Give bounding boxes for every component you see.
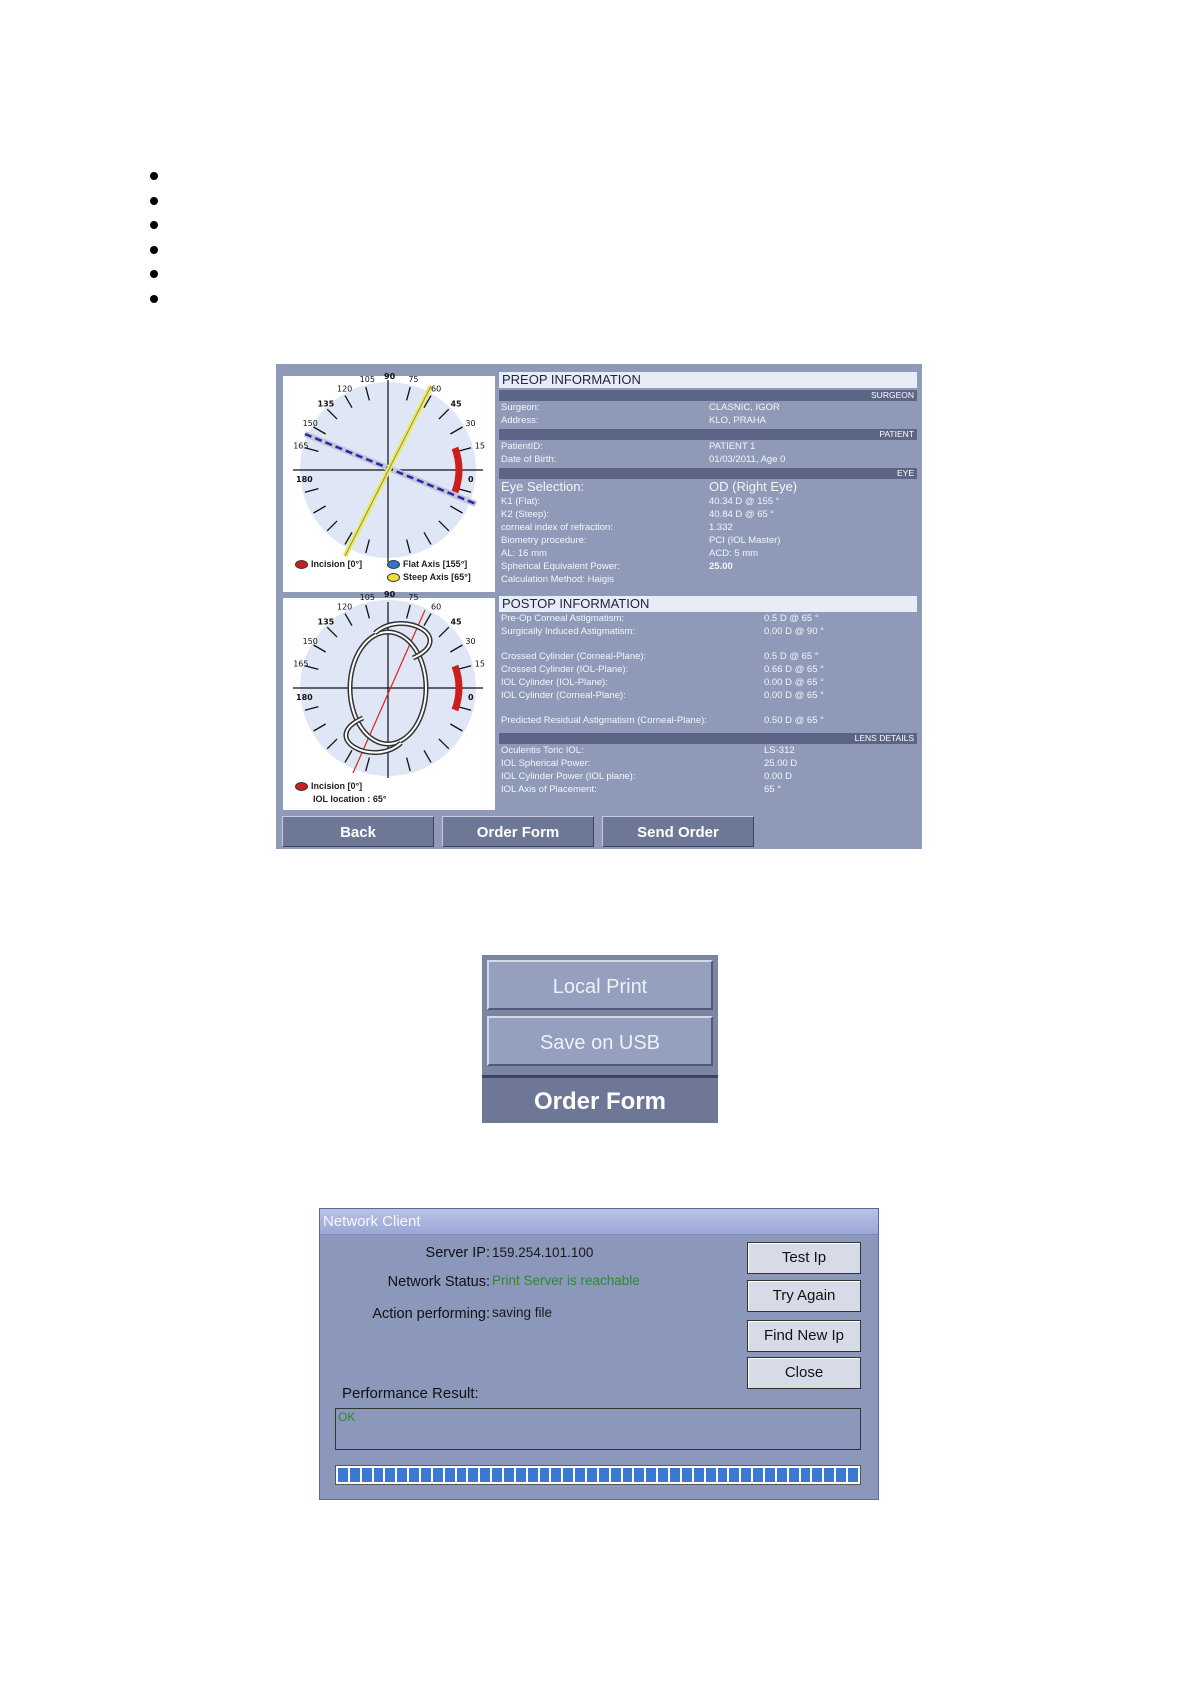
performance-result-value: OK — [338, 1410, 356, 1424]
dial-angle-label: 15 — [474, 659, 485, 669]
dial-angle-label: 45 — [450, 617, 462, 627]
pra-label: Predicted Residual Astigmatism (Corneal-Plane): — [501, 715, 707, 726]
cir-label: corneal index of refraction: — [501, 522, 613, 533]
sia-row — [499, 625, 917, 638]
close-button[interactable]: Close — [747, 1357, 861, 1389]
progress-segment — [409, 1468, 419, 1482]
progress-segment — [587, 1468, 597, 1482]
preop-panel — [499, 372, 917, 586]
dial-angle-label: 75 — [408, 593, 419, 603]
postop-panel — [499, 596, 917, 796]
send-order-button[interactable]: Send Order — [602, 816, 754, 847]
save-usb-button[interactable]: Save on USB — [487, 1016, 713, 1066]
progress-segment — [694, 1468, 704, 1482]
sph-row — [499, 757, 917, 770]
biometry-label: Biometry procedure: — [501, 535, 587, 546]
network-status-label: Network Status: — [387, 1274, 490, 1290]
progress-segment — [753, 1468, 763, 1482]
dial-angle-label: 150 — [302, 419, 318, 428]
dob-row — [499, 453, 917, 466]
flat-axis-label: Flat Axis [155°] — [403, 559, 468, 569]
yellow-dot-icon — [387, 573, 400, 582]
progress-segment — [362, 1468, 372, 1482]
cir-row — [499, 521, 917, 534]
sia-value: 0.00 D @ 90 ° — [764, 626, 824, 637]
progress-segment — [634, 1468, 644, 1482]
dial-angle-label: 75 — [408, 375, 419, 385]
postop-axis-dial — [283, 590, 495, 810]
progress-segment — [492, 1468, 502, 1482]
progress-segment — [706, 1468, 716, 1482]
dob-value: 01/03/2011, Age 0 — [709, 454, 786, 465]
progress-segment — [741, 1468, 751, 1482]
dial-angle-label: 120 — [337, 602, 353, 612]
sep-row — [499, 560, 917, 573]
dial-angle-label: 135 — [317, 617, 335, 627]
toric-row — [499, 744, 917, 757]
postop-title: POSTOP INFORMATION — [499, 596, 917, 612]
cc-iol-value: 0.66 D @ 65 ° — [764, 664, 824, 675]
precor-value: 0.5 D @ 65 ° — [764, 613, 819, 624]
precor-label: Pre-Op Corneal Astigmatism: — [501, 613, 625, 624]
biometry-row — [499, 534, 917, 547]
progress-segment — [350, 1468, 360, 1482]
iol-location-label: IOL location : 65° — [313, 794, 387, 804]
find-new-ip-button[interactable]: Find New Ip — [747, 1320, 861, 1352]
iolcyl-iol-label: IOL Cylinder (IOL-Plane): — [501, 677, 608, 688]
progress-segment — [397, 1468, 407, 1482]
server-ip-label: Server IP: — [425, 1245, 490, 1261]
k2-value: 40.84 D @ 65 ° — [709, 509, 775, 520]
performance-result-box — [335, 1408, 861, 1450]
progress-segment — [540, 1468, 550, 1482]
print-menu — [482, 955, 718, 1123]
progress-segment — [338, 1468, 348, 1482]
calc-label: Calculation Method: Haigis — [501, 574, 615, 585]
cc-iol-row — [499, 663, 917, 676]
progress-segment — [516, 1468, 526, 1482]
eye-bar: EYE — [499, 468, 917, 479]
iolcyl-cor-value: 0.00 D @ 65 ° — [764, 690, 824, 701]
progress-segment — [421, 1468, 431, 1482]
cylp-value: 0.00 D — [764, 771, 792, 782]
eye-label: Eye Selection: — [501, 479, 585, 494]
dial-angle-label: 90 — [384, 590, 396, 599]
incision-legend — [295, 559, 362, 569]
action-value: saving file — [492, 1305, 553, 1320]
pra-value: 0.50 D @ 65 ° — [764, 715, 824, 726]
red-dot-icon — [295, 782, 308, 791]
dial-angle-label: 165 — [293, 659, 309, 669]
dial-angle-label: 120 — [337, 384, 353, 394]
progress-segment — [729, 1468, 739, 1482]
al-row — [499, 547, 917, 560]
window-title: Network Client — [320, 1209, 878, 1235]
toric-label: Oculentis Toric IOL: — [501, 745, 584, 756]
precor-row — [499, 612, 917, 625]
lens-details-bar: LENS DETAILS — [499, 733, 917, 744]
progress-segment — [611, 1468, 621, 1482]
toric-report-screen — [276, 364, 922, 849]
progress-segment — [718, 1468, 728, 1482]
dial-angle-label: 30 — [465, 419, 476, 428]
incision-legend-label: Incision [0°] — [311, 781, 363, 791]
sia-label: Surgically Induced Astigmatism: — [501, 626, 636, 637]
dial-angle-label: 135 — [317, 399, 335, 409]
progress-segment — [670, 1468, 680, 1482]
progress-segment — [777, 1468, 787, 1482]
progress-segment — [658, 1468, 668, 1482]
progress-segment — [623, 1468, 633, 1482]
progress-segment — [836, 1468, 846, 1482]
bullet — [150, 295, 158, 303]
dial-angle-label: 90 — [384, 372, 396, 381]
cc-corneal-row — [499, 650, 917, 663]
progress-segment — [812, 1468, 822, 1482]
iolcyl-iol-value: 0.00 D @ 65 ° — [764, 677, 824, 688]
biometry-value: PCI (IOL Master) — [709, 535, 781, 546]
bullet — [150, 270, 158, 278]
red-dot-icon — [295, 560, 308, 569]
address-row — [499, 414, 917, 427]
iolcyl-iol-row — [499, 676, 917, 689]
cc-iol-label: Crossed Cylinder (IOL-Plane): — [501, 664, 629, 675]
cir-value: 1.332 — [709, 522, 733, 533]
k1-label: K1 (Flat): — [501, 496, 541, 507]
eye-value: OD (Right Eye) — [709, 479, 798, 494]
test-ip-button[interactable]: Test Ip — [747, 1242, 861, 1274]
patientid-row — [499, 440, 917, 453]
blue-dot-icon — [387, 560, 400, 569]
progress-segment — [848, 1468, 858, 1482]
dial-angle-label: 60 — [431, 384, 442, 394]
bullet — [150, 197, 158, 205]
preop-title: PREOP INFORMATION — [499, 372, 917, 388]
surgeon-row — [499, 401, 917, 414]
k1-value: 40.34 D @ 155 ° — [709, 496, 780, 507]
sph-value: 25.00 D — [764, 758, 798, 769]
progress-segment — [801, 1468, 811, 1482]
toric-value: LS-312 — [764, 745, 795, 756]
bullet — [150, 221, 158, 229]
bullet-list — [150, 172, 158, 319]
progress-segment — [765, 1468, 775, 1482]
patientid-label: PatientID: — [501, 441, 543, 452]
address-label: Address: — [501, 415, 539, 426]
progress-segment — [599, 1468, 609, 1482]
dial-angle-label: 60 — [431, 602, 442, 612]
al-label: AL: 16 mm — [501, 548, 547, 559]
dial-angle-label: 180 — [296, 475, 313, 484]
eye-row — [499, 479, 917, 495]
steep-axis-label: Steep Axis [65°] — [403, 572, 471, 582]
action-label: Action performing: — [372, 1306, 490, 1322]
dial-angle-label: 150 — [302, 637, 318, 646]
axis-row — [499, 783, 917, 796]
dial-angle-label: 0 — [468, 693, 474, 702]
axis-value: 65 ° — [764, 784, 782, 795]
dial-angle-label: 165 — [293, 441, 309, 451]
dob-label: Date of Birth: — [501, 454, 557, 465]
progress-segment — [457, 1468, 467, 1482]
surgeon-bar: SURGEON — [499, 390, 917, 401]
progress-segment — [646, 1468, 656, 1482]
progress-segment — [682, 1468, 692, 1482]
try-again-button[interactable]: Try Again — [747, 1280, 861, 1312]
progress-segment — [551, 1468, 561, 1482]
acd-value: ACD: 5 mm — [709, 548, 759, 559]
dial-angle-label: 15 — [474, 441, 485, 451]
back-button[interactable]: Back — [282, 816, 434, 847]
sep-label: Spherical Equivalent Power: — [501, 561, 620, 572]
order-form-button[interactable]: Order Form — [442, 816, 594, 847]
sep-value: 25.00 — [709, 561, 733, 572]
cc-corneal-value: 0.5 D @ 65 ° — [764, 651, 819, 662]
progress-segment — [468, 1468, 478, 1482]
surgeon-value: CLASNIC, IGOR — [709, 402, 780, 413]
cc-corneal-label: Crossed Cylinder (Corneal-Plane): — [501, 651, 647, 662]
postop-dial-graphic — [283, 590, 495, 810]
iolcyl-cor-label: IOL Cylinder (Corneal-Plane): — [501, 690, 626, 701]
progress-segment — [575, 1468, 585, 1482]
axis-label: IOL Axis of Placement: — [501, 784, 597, 795]
progress-segment — [385, 1468, 395, 1482]
preop-axis-dial — [283, 372, 495, 592]
progress-bar — [335, 1465, 861, 1485]
progress-segment — [528, 1468, 538, 1482]
k1-row — [499, 495, 917, 508]
dial-angle-label: 105 — [359, 593, 375, 603]
k2-row — [499, 508, 917, 521]
dial-angle-label: 105 — [359, 375, 375, 385]
steep-axis-legend — [387, 572, 471, 582]
sph-label: IOL Spherical Power: — [501, 758, 591, 769]
patientid-value: PATIENT 1 — [709, 441, 756, 452]
patient-bar: PATIENT — [499, 429, 917, 440]
order-form-button[interactable]: Order Form — [482, 1075, 718, 1123]
network-status-value: Print Server is reachable — [492, 1273, 640, 1288]
address-value: KLO, PRAHA — [709, 415, 767, 426]
incision-legend — [295, 781, 362, 791]
progress-segment — [433, 1468, 443, 1482]
progress-segment — [504, 1468, 514, 1482]
k2-label: K2 (Steep): — [501, 509, 550, 520]
cylp-label: IOL Cylinder Power (IOL plane): — [501, 771, 636, 782]
progress-segment — [480, 1468, 490, 1482]
progress-segment — [824, 1468, 834, 1482]
local-print-button[interactable]: Local Print — [487, 960, 713, 1010]
performance-result-label: Performance Result: — [342, 1385, 479, 1402]
bullet — [150, 246, 158, 254]
iol-location-legend — [313, 794, 386, 804]
calc-row — [499, 573, 917, 586]
network-client-window — [319, 1208, 879, 1500]
surgeon-label: Surgeon: — [501, 402, 540, 413]
iolcyl-cor-row — [499, 689, 917, 702]
dial-angle-label: 0 — [468, 475, 474, 484]
progress-segment — [789, 1468, 799, 1482]
dial-angle-label: 45 — [450, 399, 462, 409]
server-ip-value: 159.254.101.100 — [492, 1245, 594, 1260]
cylp-row — [499, 770, 917, 783]
flat-axis-legend — [387, 559, 467, 569]
pra-row — [499, 714, 917, 727]
progress-segment — [563, 1468, 573, 1482]
dial-angle-label: 30 — [465, 637, 476, 646]
progress-segment — [374, 1468, 384, 1482]
bullet — [150, 172, 158, 180]
dial-angle-label: 180 — [296, 693, 313, 702]
progress-segment — [445, 1468, 455, 1482]
incision-legend-label: Incision [0°] — [311, 559, 363, 569]
